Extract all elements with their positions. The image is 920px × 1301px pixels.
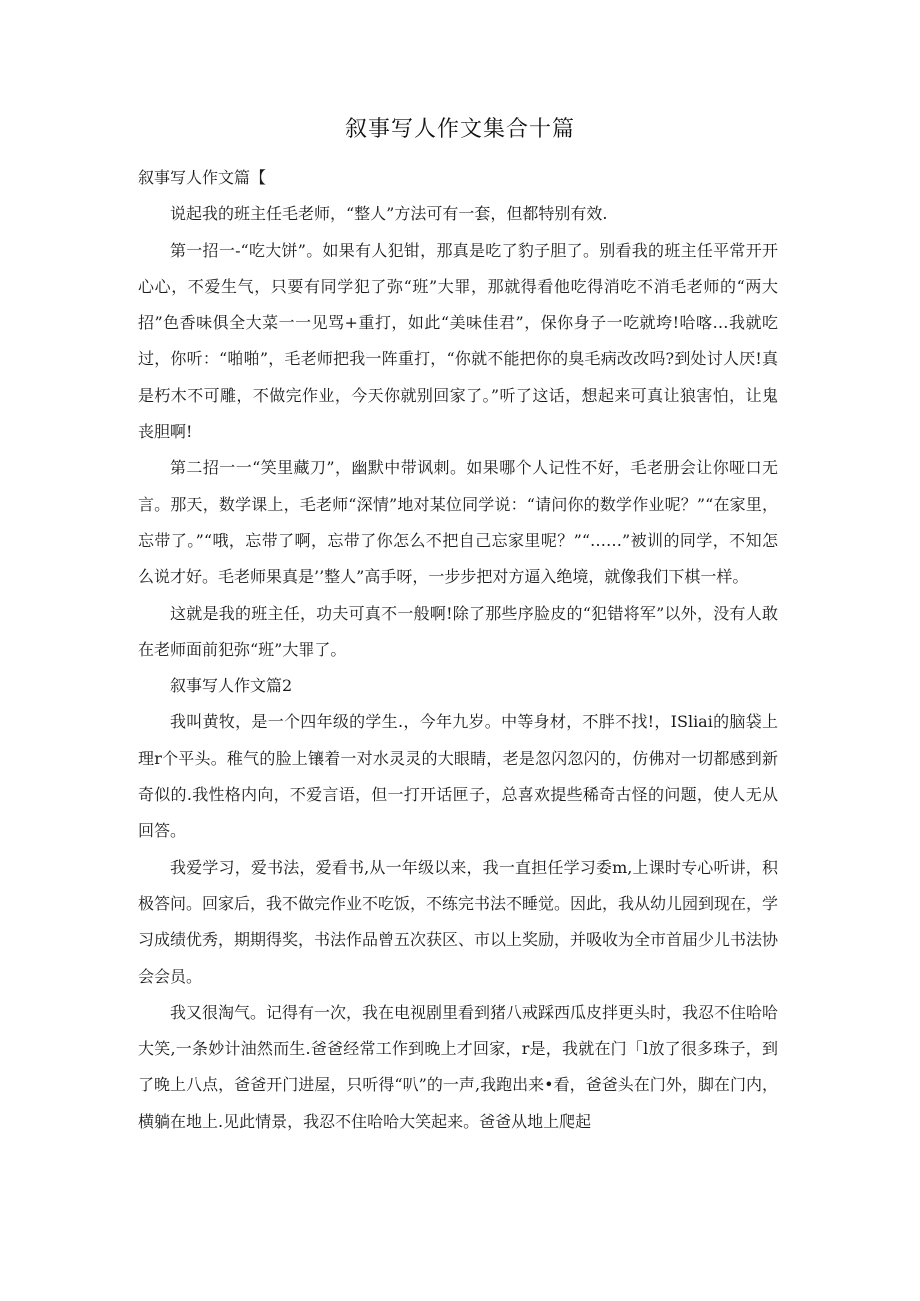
section-heading: 叙事写人作文篇2 xyxy=(170,676,293,696)
paragraph: 我又很淘气。记得有一次，我在电视剧里看到猪八戒踩西瓜皮拌更头时，我忍不住哈哈大笑,一条妙计油然而生.爸爸经常工作到晚上才回家，r是，我就在门「l放了很多珠子，到了晚上八点，爸爸开门进屋，只听得“叭”的一声,我跑出来•看，爸爸头在门外，脚在门内，横躺在地上.见此情景，我忍不住哈哈大笑起来。爸爸从地上爬起 xyxy=(138,1002,779,1131)
paragraph: 这就是我的班主任，功夫可真不一般啊!除了那些序脸皮的“犯错将军”以外，没有人敢在老师面前犯弥“班”大罪了。 xyxy=(138,603,778,659)
document-body xyxy=(138,160,778,1140)
section-heading: 叙事写人作文篇【 xyxy=(138,168,267,187)
document-title: 叙事写人作文集合十篇 xyxy=(344,117,575,142)
paragraph: 我叫黄牧，是一个四年级的学生.，今年九岁。中等身材，不胖不找!，ISliai的脑袋上理r个平头。稚气的脸上镶着一对水灵灵的大眼睛，老是忽闪忽闪的，仿佛对一切都感到新奇似的.我性格内向，不爱言语，但一打开话匣子，总喜欢提些稀奇古怪的问题，使人无从回答。 xyxy=(138,712,778,841)
paragraph: 我爱学习，爱书法，爱看书,从一年级以来，我一直担任学习委m,上课时专心听讲，积极答问。回家后，我不做完作业不吃饭，不练完书法不睡觉。因此，我从幼儿园到现在，学习成绩优秀，期期得奖，书法作品曾五次获区、市以上奖励，并吸收为全市首届少儿书法协会会员。 xyxy=(138,857,779,986)
paragraph: 第二招一一“笑里藏刀”，幽默中带讽刺。如果哪个人记性不好，毛老册会让你哑口无言。那天，数学课上，毛老师“深情”地对某位同学说：“请问你的数学作业呢？”“在家里，忘带了。”“哦，忘带了啊，忘带了你怎么不把自己忘家里呢？”“……”被训的同学，不知怎么说才好。毛老师果真是’’整人”高手呀，一步步把对方逼入绝境，就像我们下棋一样。 xyxy=(138,458,778,587)
paragraph: 第一招一-“吃大饼”。如果有人犯钳，那真是吃了豹子胆了。别看我的班主任平常开开心心，不爱生气，只要有同学犯了弥“班”大罪，那就得看他吃得消吃不消毛老师的“两大招”色香味俱全大菜一一见骂+重打，如此“美味佳君”，保你身子一吃就垮!哈喀…我就吃过，你听：“啪啪”，毛老师把我一阵重打，“你就不能把你的臭毛病改改吗?到处讨人厌!真是朽木不可雕，不做完作业，今天你就别回家了。”听了这话，想起来可真让狼害怕，让鬼丧胆啊! xyxy=(138,240,778,442)
paragraph: 说起我的班主任毛老师，“整人”方法可有一套，但都特别有效. xyxy=(170,204,608,224)
